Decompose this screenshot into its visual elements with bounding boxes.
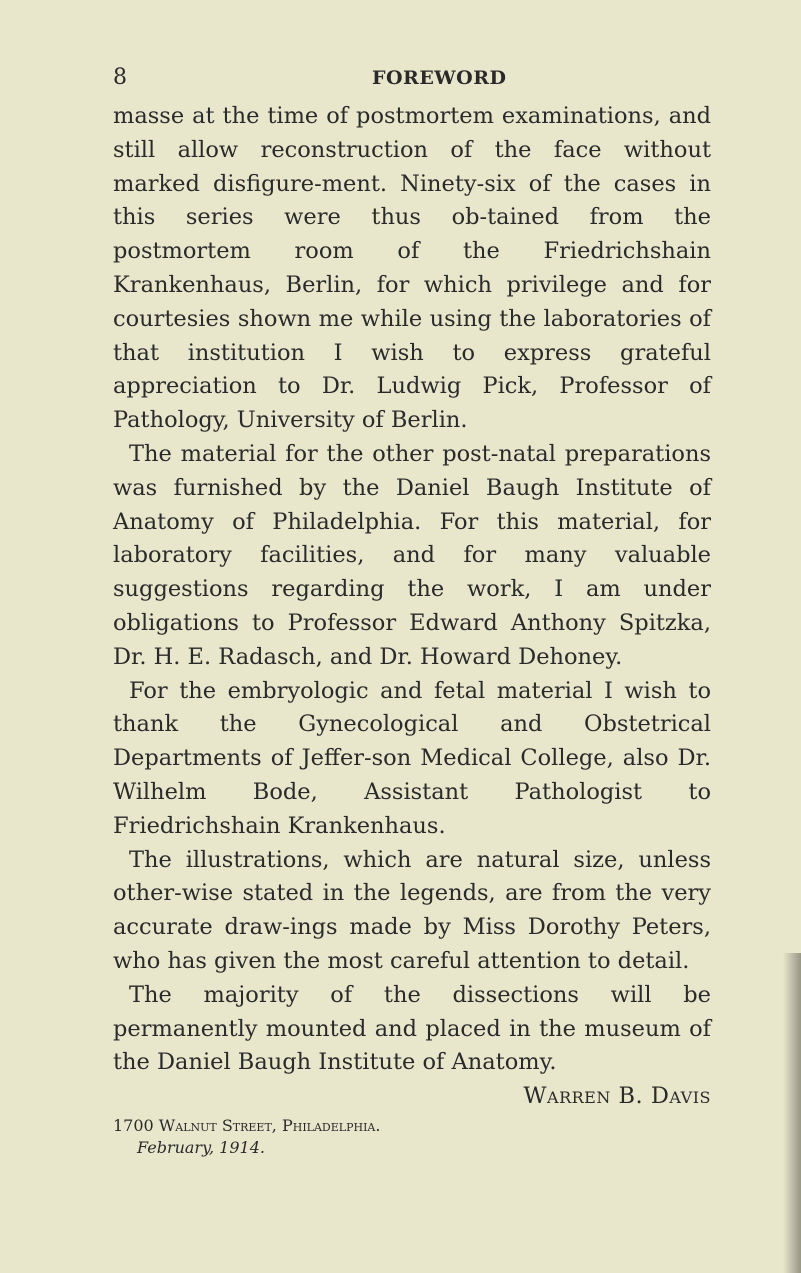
paragraph: For the embryologic and fetal material I wish to thank the Gynecological and Obstetrical Departments of Jeffer-son Medical College, also Dr. Wilhelm Bode, Assistant Pathologist to Friedrichshain Krankenhaus. <box>113 677 711 839</box>
signature-date: February, 1914. <box>137 1138 265 1158</box>
running-title: FOREWORD <box>372 67 507 89</box>
paragraph: The material for the other post-natal preparations was furnished by the Daniel Baugh Institute of Anatomy of Philadelphia. For this material, for laboratory facilities, and for many valuable suggestions regarding the work, I am under obligations to Professor Edward Anthony Spitzka, Dr. H. E. Radasch, and Dr. Howard Dehoney. <box>113 440 711 670</box>
page-number: 8 <box>113 65 127 90</box>
page-header <box>0 64 801 92</box>
author-address: 1700 Walnut Street, Philadelphia. <box>113 1116 381 1136</box>
page-edge-shadow <box>783 953 801 1273</box>
paragraph: masse at the time of postmortem examinations, and still allow reconstruction of the face without marked disfigure-ment. Ninety-six of the cases in this series were thus ob-tained from the postmortem room of the Friedrichshain Krankenhaus, Berlin, for which privilege and for courtesies shown me while using the laboratories of that institution I wish to express grateful appreciation to Dr. Ludwig Pick, Professor of Pathology, University of Berlin. <box>113 103 711 434</box>
paragraph: The majority of the dissections will be permanently mounted and placed in the museum of the Daniel Baugh Institute of Anatomy. <box>113 981 711 1076</box>
foreword-body <box>113 100 711 1159</box>
author-signature: Warren B. Davis <box>523 1083 711 1110</box>
paragraph: The illustrations, which are natural size, unless other-wise stated in the legends, are from the very accurate draw-ings made by Miss Dorothy Peters, who has given the most careful attention to detail. <box>113 846 711 974</box>
